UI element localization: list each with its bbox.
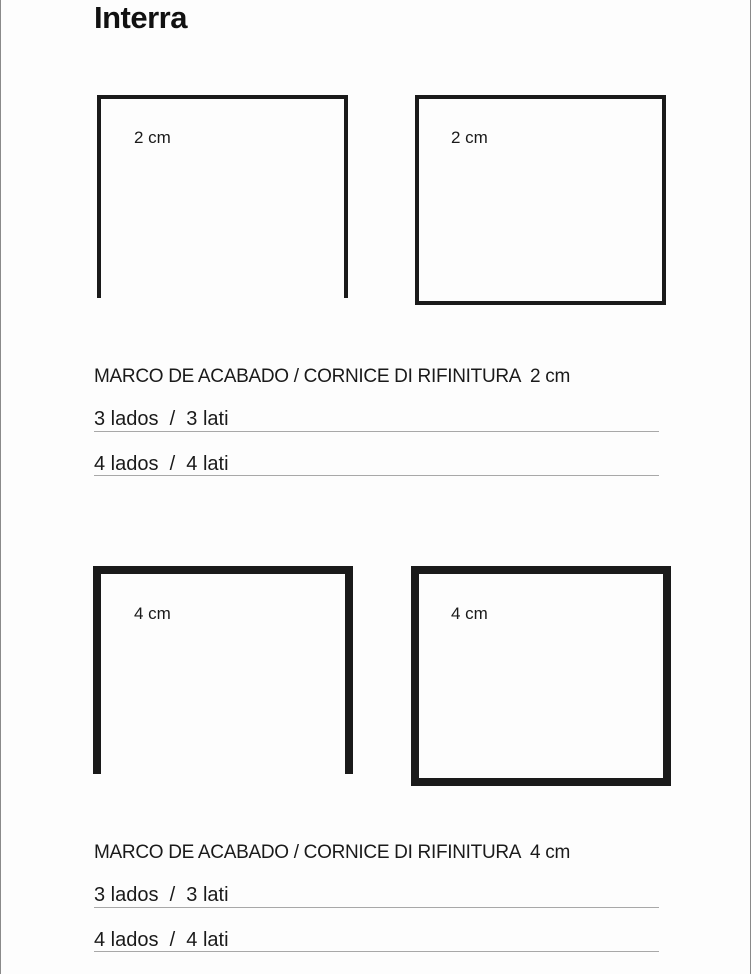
frame-label: 4 cm — [451, 604, 488, 623]
frame-diagram-4-sides-2cm — [415, 95, 666, 305]
frame-diagram-3-sides-4cm — [93, 566, 353, 774]
option-4-sides-4cm: 4 lados / 4 lati — [94, 929, 229, 951]
option-underline — [94, 475, 659, 476]
section-heading-2cm: MARCO DE ACABADO / CORNICE DI RIFINITURA 2 cm — [94, 366, 571, 387]
option-underline — [94, 951, 659, 952]
section-heading-4cm: MARCO DE ACABADO / CORNICE DI RIFINITURA 4 cm — [94, 842, 571, 863]
frame-label: 4 cm — [134, 604, 171, 623]
frame-diagram-4-sides-4cm — [411, 566, 671, 786]
page-title: Interra — [94, 0, 187, 35]
option-4-sides-2cm: 4 lados / 4 lati — [94, 453, 229, 475]
option-3-sides-4cm: 3 lados / 3 lati — [94, 884, 229, 906]
frame-diagram-3-sides-2cm — [97, 95, 348, 298]
frame-label: 2 cm — [134, 128, 171, 147]
frame-label: 2 cm — [451, 128, 488, 147]
option-3-sides-2cm: 3 lados / 3 lati — [94, 408, 229, 430]
option-underline — [94, 431, 659, 432]
option-underline — [94, 907, 659, 908]
